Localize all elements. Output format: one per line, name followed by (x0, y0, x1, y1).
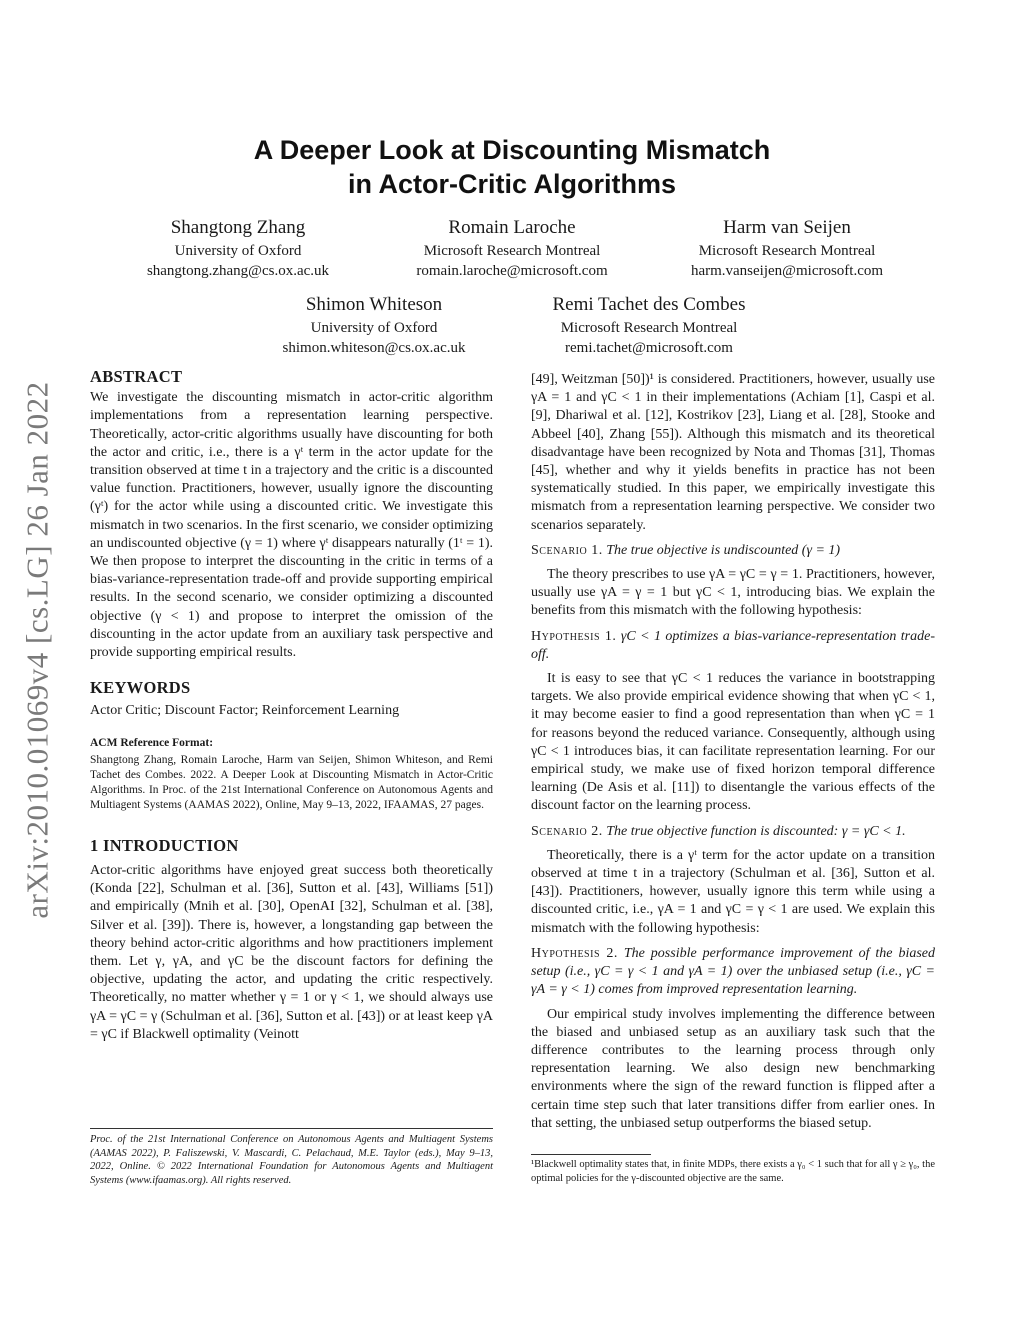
conference-note (90, 1133, 493, 1187)
empirical-study-paragraph: Our empirical study involves implementing the difference between the biased and unbiased setup as an auxiliary task such that the difference contributes to the learning process through only representation learning. We also design new benchmarking environments where the sign of the reward function is flipped after a certain time step such that later transitions differ from earlier ones. In that setting, the unbiased setup outperforms the biased setup. (531, 1006, 935, 1131)
hypothesis-1-label: Hypothesis 1. (531, 628, 617, 644)
scenario-2-text: The true objective function is discounted: γ = γC < 1. (606, 823, 906, 839)
author-name: Shangtong Zhang (170, 217, 306, 238)
hypothesis-2-text: The possible performance improvement of the biased setup (i.e., γC = γ < 1 and γA = 1) over the unbiased setup (i.e., γC = γA = γ < 1) comes from improved representation learning. (531, 945, 935, 998)
keywords-text: Actor Critic; Discount Factor; Reinforcement Learning (90, 703, 400, 719)
author-1 (88, 216, 388, 281)
author-affiliation: Microsoft Research Montreal (423, 243, 601, 259)
title-line-2: in Actor-Critic Algorithms (347, 169, 676, 199)
author-email: shimon.whiteson@cs.ox.ac.uk (282, 340, 466, 356)
conference-note-text: Proc. of the 21st International Conference on Autonomous Agents and Multiagent Systems (AAMAS 2022), P. Faliszewski, V. Mascardi, C. Pelachaud, M.E. Taylor (eds.), May 9–13, 2022, Online. © 2022 International Foundation for Autonomous Agents and Multiagent Systems (www.ifaamas.org). All rights reserved. (90, 1134, 493, 1186)
abstract-heading: ABSTRACT (90, 367, 183, 386)
author-affiliation: Microsoft Research Montreal (560, 320, 738, 336)
paper-title (0, 133, 1024, 201)
scenario-2 (531, 823, 935, 841)
left-column (90, 368, 493, 1044)
theory-paragraph: The theory prescribes to use γA = γC = γ = 1. Practitioners, however, usually use γA = γ = 1 but γC < 1, introducing bias. We explain the benefits from this mismatch with the following hypothesis: (531, 567, 935, 619)
footnote-1-text: ¹Blackwell optimality states that, in finite MDPs, there exists a γ₀ < 1 such that for all γ ≥ γ₀, the optimal policies for the γ-discounted objective are the same. (531, 1159, 935, 1184)
hypothesis-1 (531, 628, 935, 664)
author-name: Harm van Seijen (723, 217, 851, 238)
intro-continued-paragraph: [49], Weitzman [50])¹ is considered. Practitioners, however, usually use γA = 1 and γC < 1 in their implementations (Achiam [1], Caspi et al. [9], Dhariwal et al. [12], Kostrikov [23], Liang et al. [28], Stooke and Abbeel [40], Zhang [55]). Although this mismatch and its theoretical disadvantage have been recognized by Nota and Thomas [31], Thomas [45], whether and why it yields benefits in practice has not been systematically studied. In this paper, we empirically investigate this mismatch from a representation learning perspective. We consider two scenarios separately. (531, 372, 935, 533)
hypothesis-2 (531, 945, 935, 1000)
acm-reference-heading: ACM Reference Format: (90, 736, 214, 749)
author-affiliation: University of Oxford (174, 243, 302, 259)
scenario-1-label: Scenario 1. (531, 542, 603, 558)
title-line-1: A Deeper Look at Discounting Mismatch (253, 135, 771, 165)
hypothesis-1-text: γC < 1 optimizes a bias-variance-representation trade-off. (531, 628, 935, 662)
scenario-1-text: The true objective is undiscounted (γ = 1) (606, 542, 841, 558)
arxiv-stamp (8, 360, 68, 940)
hypothesis-2-label: Hypothesis 2. (531, 945, 618, 961)
footnote-1 (531, 1158, 935, 1185)
author-5 (499, 293, 799, 358)
arxiv-stamp-text: arXiv:2010.01069v4 [cs.LG] 26 Jan 2022 (20, 381, 55, 919)
introduction-heading: 1 INTRODUCTION (90, 835, 239, 855)
author-affiliation: University of Oxford (310, 320, 438, 336)
abstract-text: We investigate the discounting mismatch in actor-critic algorithm implementations from a representation learning perspective. Theoretically, actor-critic algorithms usually have discounting for both the actor and critic, i.e., there is a γᵗ term in the actor update for the transition observed at time t in a trajectory and the critic is a discounted value function. Practitioners, however, usually ignore the discounting (γᵗ) for the actor while using a discounted critic. We investigate this mismatch in two scenarios. In the first scenario, we consider optimizing an undiscounted objective (γ = 1) where γᵗ disappears naturally (1ᵗ = 1). We then propose to interpret the discounting in the critic in terms of a bias-variance-representation trade-off and provide supporting empirical results. In the second scenario, we consider optimizing a discounted objective (γ < 1) and propose to interpret the omission of the discounting in the actor update from an auxiliary task perspective and provide supporting empirical results. (90, 390, 493, 661)
keywords-heading: KEYWORDS (90, 678, 191, 698)
author-3 (637, 216, 937, 281)
author-name: Shimon Whiteson (305, 294, 443, 315)
author-email: shangtong.zhang@cs.ox.ac.uk (146, 263, 330, 279)
acm-reference-text: Shangtong Zhang, Romain Laroche, Harm van Seijen, Shimon Whiteson, and Remi Tachet des Combes. 2022. A Deeper Look at Discounting Mismatch in Actor-Critic Algorithms. In Proc. of the 21st International Conference on Autonomous Agents and Multiagent Systems (AAMAS 2022), Online, May 9–13, 2022, IFAAMAS, 27 pages. (90, 753, 493, 811)
author-affiliation: Microsoft Research Montreal (698, 243, 876, 259)
scenario-2-label: Scenario 2. (531, 823, 603, 839)
footnote-rule-left (90, 1128, 493, 1129)
author-name: Remi Tachet des Combes (552, 294, 746, 315)
footnote-rule-right (531, 1154, 651, 1155)
variance-paragraph: It is easy to see that γC < 1 reduces the variance in bootstrapping targets. We also provide empirical evidence showing that when γC < 1, it may become easier to find a good representation than when γC = 1 for reasons beyond the reduced variance. Consequently, although using γC < 1 introduces bias, it can facilitate representation learning. For our empirical study, we make use of fixed horizon temporal difference learning (De Asis et al. [11]) to disentangle the various effects of the discount factor on the learning process. (531, 671, 935, 814)
scenario-1 (531, 542, 935, 560)
author-name: Romain Laroche (448, 217, 576, 238)
actor-update-paragraph: Theoretically, there is a γᵗ term for the actor update on a transition observed at time t in a trajectory (Schulman et al. [36], Sutton et al. [43]). Practitioners, however, usually ignore this term while using a discounted critic, i.e., γA = 1 and γC = γ < 1 are used. We explain this mismatch with the following hypothesis: (531, 847, 935, 936)
introduction-text: Actor-critic algorithms have enjoyed great success both theoretically (Konda [22], Schulman et al. [36], Sutton et al. [43], Williams [51]) and empirically (Mnih et al. [30], OpenAI [32], Schulman et al. [38], Silver et al. [39]). There is, however, a longstanding gap between the theory behind actor-critic algorithms and how practitioners implement them. Let γ, γA, and γC be the discount factors for defining the objective, updating the actor, and updating the critic respectively. Theoretically, no matter whether γ = 1 or γ < 1, we should always use γA = γC = γ (Schulman et al. [36], Sutton et al. [43]) or at least keep γA = γC if Blackwell optimality (Veinott (90, 863, 493, 1042)
author-email: remi.tachet@microsoft.com (565, 340, 733, 356)
author-4 (224, 293, 524, 358)
right-column (531, 371, 935, 1133)
author-email: romain.laroche@microsoft.com (416, 263, 608, 279)
author-2 (362, 216, 662, 281)
author-email: harm.vanseijen@microsoft.com (690, 263, 884, 279)
